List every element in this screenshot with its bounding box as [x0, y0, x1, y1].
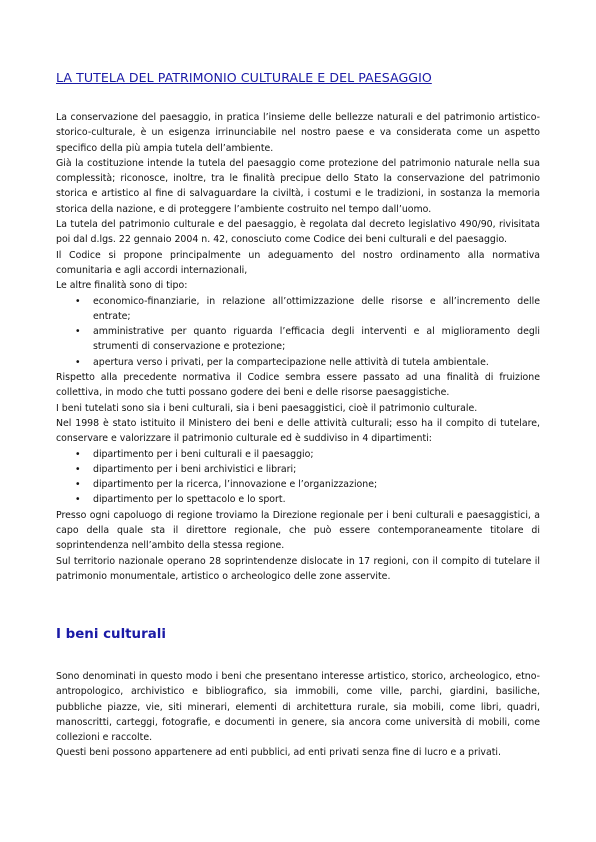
bullet-icon: • [75, 326, 81, 338]
paragraph: I beni tutelati sono sia i beni culturali, sia i beni paesaggistici, cioè il patrimonio culturale. [56, 402, 478, 414]
page-title: LA TUTELA DEL PATRIMONIO CULTURALE E DEL PAESAGGIO [56, 70, 432, 85]
section-heading-beni-culturali: I beni culturali [56, 627, 166, 642]
paragraph: Già la costituzione intende la tutela del paesaggio come protezione del patrimonio naturale nella sua complessità; riconosce, inoltre, tra le finalità precipue dello Stato la conservazione del patrimonio storica e artistico al fine di salvaguardare la civiltà, i costumi e le tradizioni, in sostanza la memoria storica della nazione, e di proteggere l’ambiente costruito nel tempo dall’uomo. [56, 157, 540, 215]
list-item: • dipartimento per i beni archivistici e librari; [56, 462, 540, 477]
paragraph: La tutela del patrimonio culturale e del paesaggio, è regolata dal decreto legislativo 490/90, rivisitata poi dal d.lgs. 22 gennaio 2004 n. 42, conosciuto come Codice dei beni culturali e del paesaggio. [56, 219, 540, 246]
list-item: • dipartimento per i beni culturali e il paesaggio; [56, 447, 540, 462]
bullet-icon: • [75, 463, 81, 475]
bullet-icon: • [75, 295, 81, 307]
section-body-tutela [56, 110, 540, 584]
paragraph: Sul territorio nazionale operano 28 soprintendenze dislocate in 17 regioni, con il compito di tutelare il patrimonio monumentale, artistico o archeologico delle zone asservite. [56, 555, 540, 582]
bullet-icon: • [75, 479, 81, 491]
paragraph: Presso ogni capoluogo di regione troviamo la Direzione regionale per i beni culturali e paesaggistici, a capo della quale sta il direttore regionale, che può essere contemporaneamente titolare di soprintendenza nell’ambito della stessa regione. [56, 509, 540, 552]
finalita-list [56, 294, 540, 370]
paragraph: Nel 1998 è stato istituito il Ministero dei beni e delle attività culturali; esso ha il compito di tutelare, conservare e valorizzare il patrimonio culturale ed è suddiviso in 4 dipartimenti: [56, 417, 540, 445]
bullet-icon: • [75, 356, 81, 368]
dipartimenti-list [56, 447, 540, 508]
list-item: • amministrative per quanto riguarda l’efficacia degli interventi e al miglioramento degli strumenti di conservazione e protezione; [75, 326, 540, 353]
paragraph: Rispetto alla precedente normativa il Codice sembra essere passato ad una finalità di fruizione collettiva, in modo che tutti possano godere dei beni e delle risorse paesaggistiche. [56, 372, 540, 399]
list-item: • dipartimento per la ricerca, l’innovazione e l’organizzazione; [56, 477, 540, 492]
list-item: • economico-finanziarie, in relazione all’ottimizzazione delle risorse e all’incremento delle entrate; [75, 295, 540, 322]
list-item: • apertura verso i privati, per la compartecipazione nelle attività di tutela ambientale. [56, 355, 540, 370]
paragraph: Il Codice si propone principalmente un adeguamento del nostro ordinamento alla normativa comunitaria e agli accordi internazionali, [56, 249, 540, 276]
bullet-icon: • [75, 494, 81, 506]
paragraph: Sono denominati in questo modo i beni che presentano interesse artistico, storico, archeologico, etno-antropologico, archivistico e bibliografico, sia immobili, come ville, parchi, giardini, basiliche, pubbliche piazze, vie, siti minerari, elementi di architettura rurale, sia mobili, come libri, quadri, manoscritti, carteggi, fotografie, e documenti in genere, sia ancora come università di mobili, come collezioni e raccolte. [56, 671, 540, 744]
paragraph: La conservazione del paesaggio, in pratica l’insieme delle bellezze naturali e del patrimonio artistico-storico-culturale, è un esigenza irrinunciabile nel nostro paese e va considerata come un aspetto specifico della più ampia tutela dell’ambiente. [56, 112, 540, 154]
list-item: • dipartimento per lo spettacolo e lo sport. [56, 492, 540, 507]
section-body-beni-culturali [56, 669, 540, 761]
bullet-icon: • [75, 448, 81, 460]
paragraph: Le altre finalità sono di tipo: [56, 280, 188, 292]
paragraph: Questi beni possono appartenere ad enti pubblici, ad enti privati senza fine di lucro e a privati. [56, 747, 501, 759]
